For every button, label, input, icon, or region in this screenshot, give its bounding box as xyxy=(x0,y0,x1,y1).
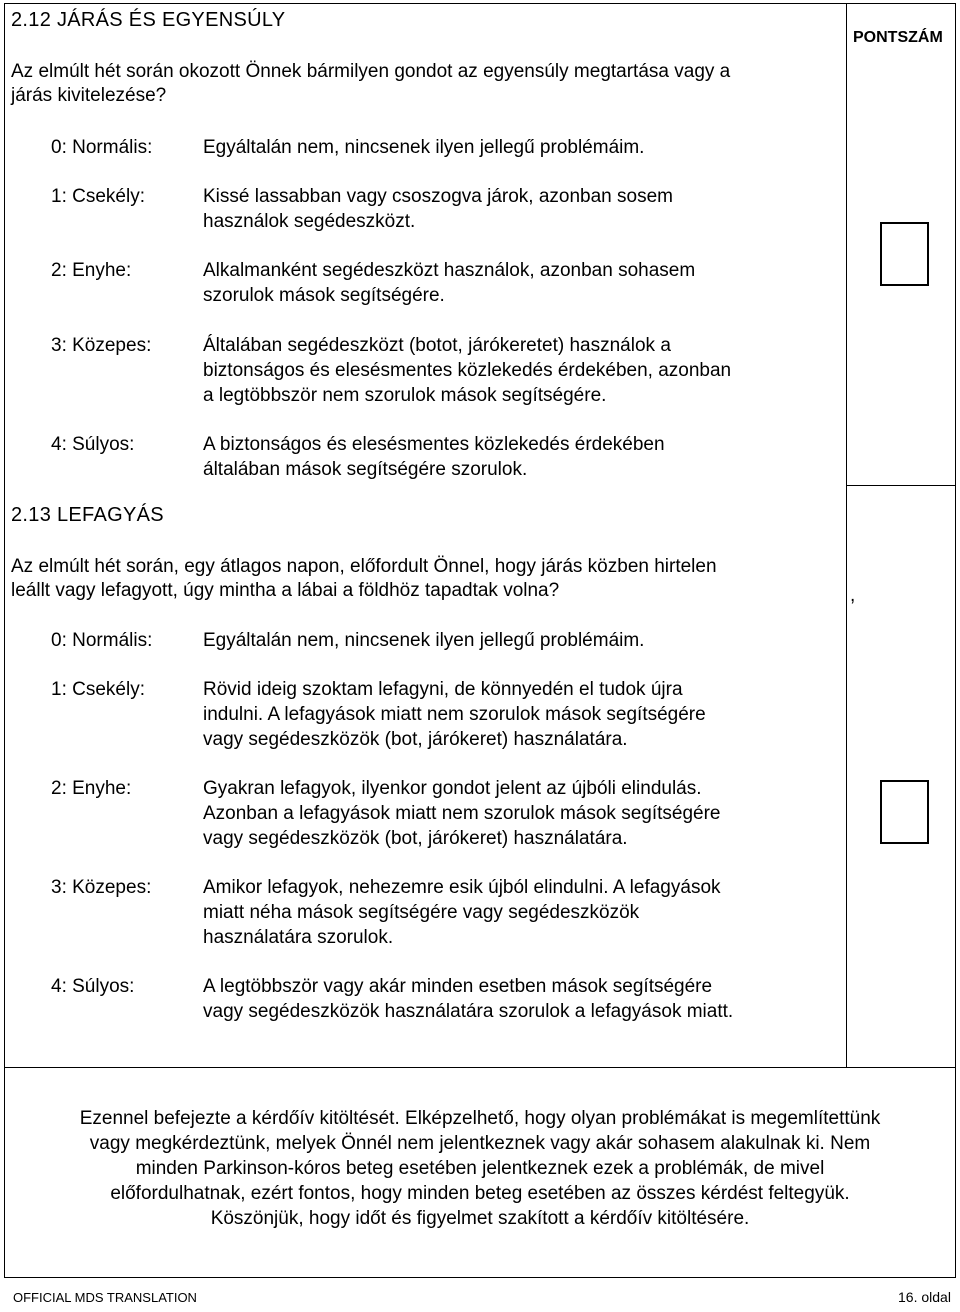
closing-line-1: Ezennel befejezte a kérdőív kitöltését. Elképzelhető, hogy olyan problémákat is megemlítettünk xyxy=(79,1108,881,1129)
section2-option-1-text-2: indulni. A lefagyások miatt nem szorulok mások segítségére xyxy=(203,704,706,725)
section1-option-2-label: 2: Enyhe: xyxy=(51,260,132,281)
section-title-walking-balance: 2.12 JÁRÁS ÉS EGYENSÚLY xyxy=(11,9,286,31)
section2-option-2-text-1: Gyakran lefagyok, ilyenkor gondot jelent az újbóli elindulás. xyxy=(203,778,702,799)
section-title-freezing: 2.13 LEFAGYÁS xyxy=(11,504,164,526)
section1-option-3-text-1: Általában segédeszközt (botot, járókeretet) használok a xyxy=(203,335,671,356)
section1-option-4-text-2: általában mások segítségére szorulok. xyxy=(203,459,528,480)
section1-option-0-text: Egyáltalán nem, nincsenek ilyen jellegű problémáim. xyxy=(203,137,645,158)
section2-option-3-label: 3: Közepes: xyxy=(51,877,152,898)
section2-option-2-text-2: Azonban a lefagyások miatt nem szorulok mások segítségére xyxy=(203,803,721,824)
section2-option-4-text-2: vagy segédeszközök használatára szorulok a lefagyások miatt. xyxy=(203,1001,734,1022)
section2-option-2-text-3: vagy segédeszközök (bot, járókeret) használatára. xyxy=(203,828,628,849)
closing-line-5: Köszönjük, hogy időt és figyelmet szakított a kérdőív kitöltésére. xyxy=(210,1208,750,1229)
section1-score-box[interactable] xyxy=(880,222,929,286)
closing-line-3: minden Parkinson-kóros beteg esetében jelentkeznek ezek a problémák, de mivel xyxy=(135,1158,825,1179)
footer-page-number: 16. oldal xyxy=(898,1289,951,1305)
closing-divider xyxy=(4,1067,956,1068)
section1-option-4-label: 4: Súlyos: xyxy=(51,434,135,455)
section2-option-4-label: 4: Súlyos: xyxy=(51,976,135,997)
section2-option-1-text-3: vagy segédeszközök (bot, járókeret) használatára. xyxy=(203,729,628,750)
score-row-divider xyxy=(846,485,956,486)
score-column-divider xyxy=(846,3,847,1067)
section1-option-4-text-1: A biztonságos és elesésmentes közlekedés érdekében xyxy=(203,434,665,455)
section2-question-line-1: Az elmúlt hét során, egy átlagos napon, előfordult Önnel, hogy járás közben hirtelen xyxy=(11,556,717,577)
section1-option-0-label: 0: Normális: xyxy=(51,137,153,158)
section1-option-2-text-1: Alkalmanként segédeszközt használok, azonban sohasem xyxy=(203,260,696,281)
section1-option-1-label: 1: Csekély: xyxy=(51,186,145,207)
section2-option-0-label: 0: Normális: xyxy=(51,630,153,651)
section1-option-3-label: 3: Közepes: xyxy=(51,335,152,356)
section2-score-box[interactable] xyxy=(880,780,929,844)
section2-option-4-text-1: A legtöbbször vagy akár minden esetben mások segítségére xyxy=(203,976,713,997)
closing-line-2: vagy megkérdeztünk, melyek Önnél nem jelentkeznek vagy akár sohasem alakulnak ki. Nem xyxy=(89,1133,871,1154)
section2-option-1-text-1: Rövid ideig szoktam lefagyni, de könnyedén el tudok újra xyxy=(203,679,683,700)
section1-option-3-text-3: a legtöbbször nem szorulok mások segítségére. xyxy=(203,385,607,406)
section1-option-1-text-2: használok segédeszközt. xyxy=(203,211,416,232)
section1-question-line-1: Az elmúlt hét során okozott Önnek bármilyen gondot az egyensúly megtartása vagy a xyxy=(11,61,731,82)
section1-option-2-text-2: szorulok mások segítségére. xyxy=(203,285,445,306)
stray-comma: , xyxy=(850,585,856,606)
footer-translation-note: OFFICIAL MDS TRANSLATION xyxy=(13,1290,197,1305)
section2-option-3-text-1: Amikor lefagyok, nehezemre esik újból elindulni. A lefagyások xyxy=(203,877,721,898)
section2-question-line-2: leállt vagy lefagyott, úgy mintha a lábai a földhöz tapadtak volna? xyxy=(11,580,560,601)
section2-option-1-label: 1: Csekély: xyxy=(51,679,145,700)
score-column-header: PONTSZÁM xyxy=(853,29,943,46)
section2-option-3-text-2: miatt néha mások segítségére vagy segédeszközök xyxy=(203,902,640,923)
section2-option-3-text-3: használatára szorulok. xyxy=(203,927,394,948)
section2-option-2-label: 2: Enyhe: xyxy=(51,778,132,799)
section1-option-3-text-2: biztonságos és elesésmentes közlekedés érdekében, azonban xyxy=(203,360,732,381)
section2-option-0-text: Egyáltalán nem, nincsenek ilyen jellegű problémáim. xyxy=(203,630,645,651)
section1-option-1-text-1: Kissé lassabban vagy csoszogva járok, azonban sosem xyxy=(203,186,673,207)
closing-line-4: előfordulhatnak, ezért fontos, hogy minden beteg esetében az összes kérdést feltegyük. xyxy=(110,1183,850,1204)
section1-question-line-2: járás kivitelezése? xyxy=(11,85,167,106)
